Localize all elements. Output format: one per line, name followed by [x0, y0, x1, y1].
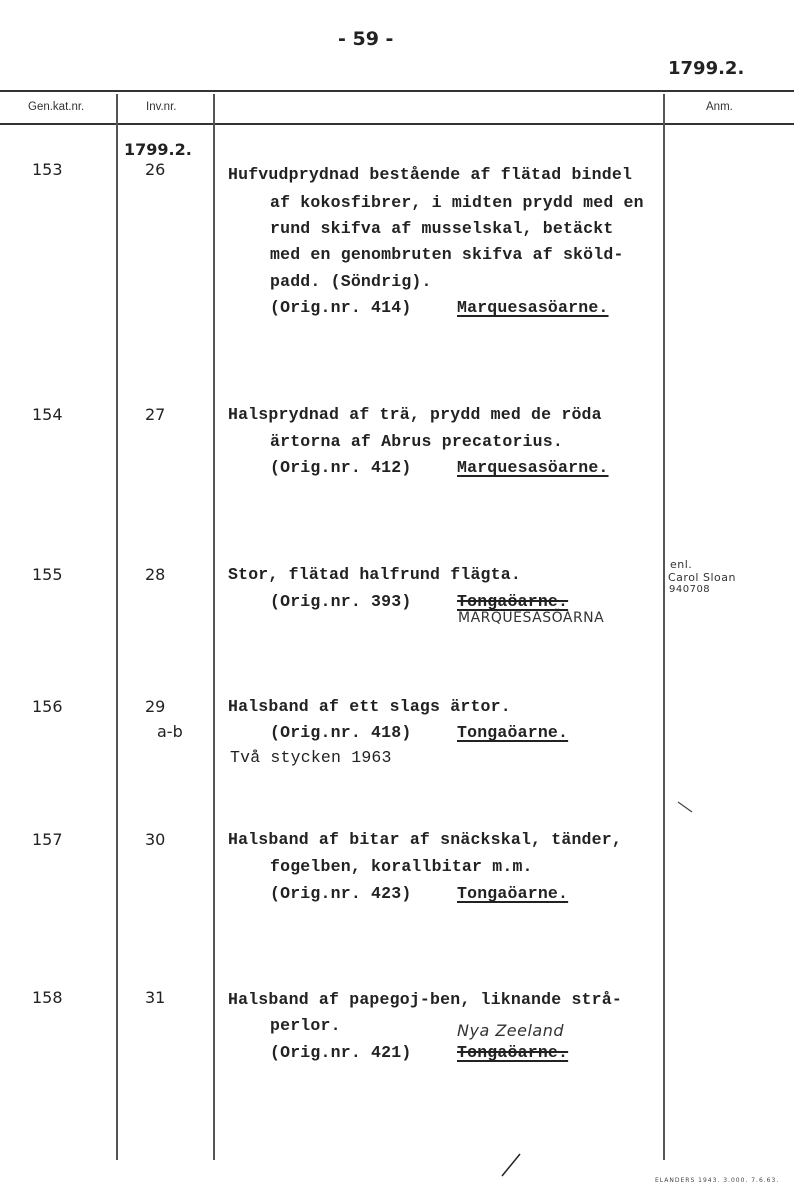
header-inv-nr: Inv.nr. — [146, 101, 177, 113]
orig-nr: (Orig.nr. 418) — [270, 723, 412, 742]
orig-nr: (Orig.nr. 393) — [270, 592, 412, 611]
gen-kat-nr: 157 — [32, 830, 63, 849]
header-gen-kat-nr: Gen.kat.nr. — [28, 101, 85, 113]
inv-nr: 29 — [145, 697, 166, 716]
pen-mark — [676, 800, 696, 816]
description-line: Hufvudprydnad bestående af flätad bindel — [228, 165, 633, 184]
description-line: perlor. — [270, 1016, 341, 1035]
gen-kat-nr: 153 — [32, 160, 63, 179]
inv-prefix: 1799.2. — [124, 140, 192, 159]
anm-note-line: Carol Sloan — [668, 571, 736, 584]
locality: Marquesasöarne. — [457, 458, 609, 477]
column-divider-3 — [663, 94, 665, 1160]
anm-note-line: 940708 — [669, 584, 711, 595]
table-top-rule — [0, 90, 794, 92]
orig-nr: (Orig.nr. 423) — [270, 884, 412, 903]
inv-nr: 31 — [145, 988, 166, 1007]
description-line: af kokosfibrer, i midten prydd med en — [270, 193, 644, 212]
description-line: fogelben, korallbitar m.m. — [270, 857, 533, 876]
locality: Marquesasöarne. — [457, 298, 609, 317]
handwritten-correction: Nya Zeeland — [457, 1021, 565, 1040]
gen-kat-nr: 154 — [32, 405, 63, 424]
inv-sub: a-b — [157, 722, 183, 741]
description-line: Halsprydnad af trä, prydd med de röda — [228, 405, 602, 424]
column-divider-2 — [213, 94, 215, 1160]
locality: Tongaöarne. — [457, 884, 569, 903]
orig-nr: (Orig.nr. 414) — [270, 298, 412, 317]
footer-imprint: ELANDERS 1943. 3.000. 7.6.63. — [655, 1177, 780, 1184]
gen-kat-nr: 156 — [32, 697, 63, 716]
anm-note-line: enl. — [670, 558, 693, 571]
orig-nr: (Orig.nr. 412) — [270, 458, 412, 477]
table-header-rule — [0, 123, 794, 125]
orig-nr: (Orig.nr. 421) — [270, 1043, 412, 1062]
description-line: med en genombruten skifva af sköld- — [270, 245, 624, 264]
inv-nr: 26 — [145, 160, 166, 179]
header-anm: Anm. — [706, 101, 733, 113]
inv-nr: 28 — [145, 565, 166, 584]
extra-note: Två stycken 1963 — [230, 748, 392, 767]
description-line: Halsband af papegoj-ben, liknande strå- — [228, 990, 622, 1009]
description-line: rund skifva af musselskal, betäckt — [270, 219, 614, 238]
gen-kat-nr: 158 — [32, 988, 63, 1007]
locality: Tongaöarne. — [457, 723, 569, 742]
page-number: - 59 - — [338, 28, 394, 50]
description-line: ärtorna af Abrus precatorius. — [270, 432, 563, 451]
column-divider-1 — [116, 94, 118, 1160]
pen-mark — [498, 1150, 528, 1180]
description-line: padd. (Söndrig). — [270, 272, 432, 291]
description-line: Stor, flätad halfrund flägta. — [228, 565, 521, 584]
description-line: Halsband af bitar af snäckskal, tänder, — [228, 830, 622, 849]
locality-struck: Tongaöarne. — [457, 592, 569, 611]
catalog-reference: 1799.2. — [668, 58, 745, 79]
inv-nr: 27 — [145, 405, 166, 424]
locality-struck: Tongaöarne. — [457, 1043, 569, 1062]
handwritten-correction: MARQUESASÖARNA — [458, 610, 605, 626]
inv-nr: 30 — [145, 830, 166, 849]
gen-kat-nr: 155 — [32, 565, 63, 584]
description-line: Halsband af ett slags ärtor. — [228, 697, 511, 716]
